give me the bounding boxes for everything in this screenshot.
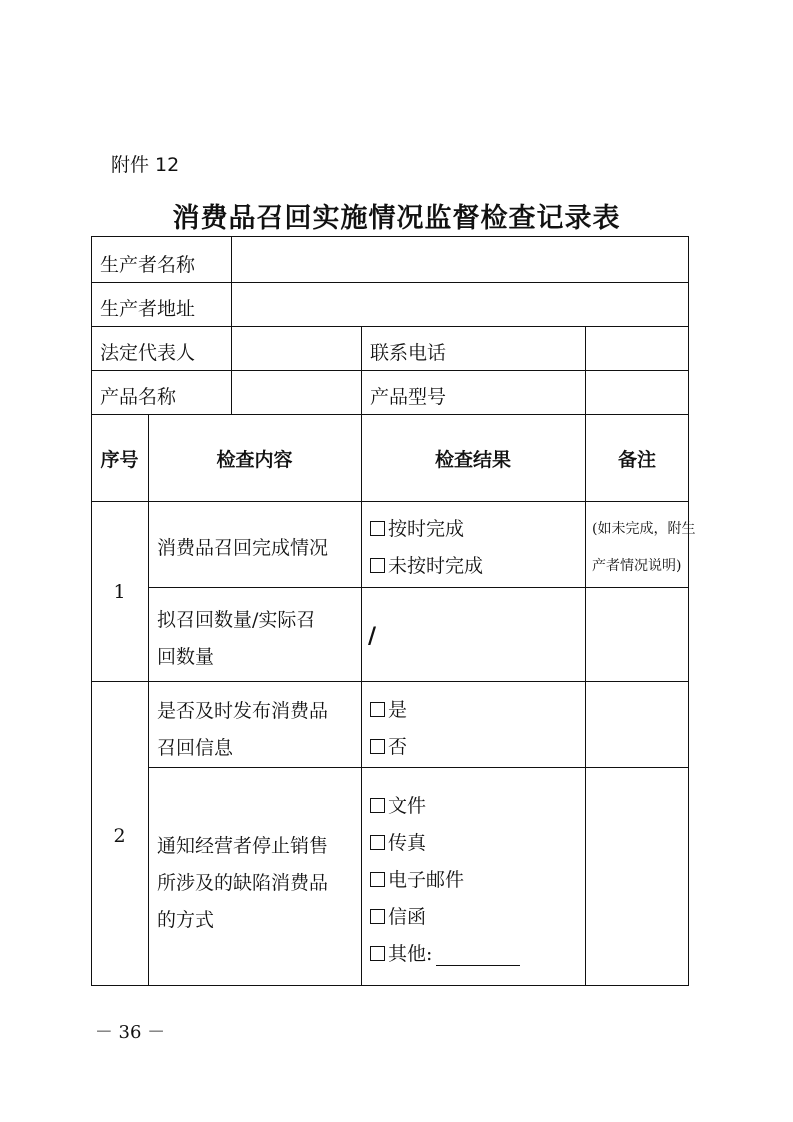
remark-note-line: (如未完成，附生	[592, 521, 696, 537]
checkbox[interactable]	[370, 946, 385, 961]
item-line: 召回信息	[157, 737, 234, 759]
option-label: 否	[388, 736, 408, 758]
checkbox[interactable]	[370, 702, 385, 717]
row-divider	[148, 587, 689, 588]
checkbox[interactable]	[370, 872, 385, 887]
checkbox[interactable]	[370, 558, 385, 573]
checkbox[interactable]	[370, 739, 385, 754]
option-email[interactable]	[370, 868, 464, 892]
row-divider	[91, 370, 689, 371]
seq-1: 1	[113, 581, 126, 603]
option-label: 电子邮件	[388, 869, 465, 891]
row-divider	[91, 414, 689, 415]
remark-note	[592, 519, 695, 576]
item-line: 通知经营者停止销售	[157, 835, 329, 857]
checkbox[interactable]	[370, 521, 385, 536]
row-divider	[91, 681, 689, 682]
phone-label: 联系电话	[370, 342, 447, 364]
header-seq: 序号	[100, 449, 139, 471]
other-fill-blank[interactable]	[436, 945, 520, 966]
attachment-label: 附件 12	[111, 154, 180, 176]
col-divider	[148, 414, 149, 986]
recall-completion-item: 消费品召回完成情况	[157, 537, 329, 559]
option-label: 未按时完成	[388, 555, 484, 577]
producer-address-label: 生产者地址	[100, 298, 196, 320]
option-other[interactable]	[370, 942, 520, 966]
item-line: 所涉及的缺陷消费品	[157, 872, 329, 894]
checkbox[interactable]	[370, 835, 385, 850]
option-label: 按时完成	[388, 518, 465, 540]
item-line: 回数量	[157, 646, 215, 668]
col-divider	[585, 326, 586, 986]
option-not-on-time[interactable]	[370, 554, 483, 578]
header-content: 检查内容	[216, 449, 293, 471]
option-fax[interactable]	[370, 831, 426, 855]
row-divider	[91, 326, 689, 327]
producer-name-label: 生产者名称	[100, 254, 196, 276]
option-label: 其他:	[388, 943, 433, 965]
option-on-time[interactable]	[370, 517, 464, 541]
item-line: 拟召回数量/实际召	[157, 609, 316, 631]
row-divider	[148, 767, 689, 768]
option-yes[interactable]	[370, 698, 407, 722]
seq-2: 2	[113, 825, 126, 847]
option-label: 是	[388, 699, 408, 721]
header-result: 检查结果	[434, 449, 511, 471]
quantity-result-field[interactable]: /	[368, 623, 377, 649]
row-divider	[91, 282, 689, 283]
remark-note-line: 产者情况说明)	[592, 558, 682, 574]
checkbox[interactable]	[370, 909, 385, 924]
header-remark: 备注	[617, 449, 656, 471]
recall-info-item	[157, 693, 328, 767]
option-label: 信函	[388, 906, 427, 928]
option-label: 文件	[388, 795, 427, 817]
option-letter[interactable]	[370, 905, 426, 929]
option-label: 传真	[388, 832, 427, 854]
notify-method-item	[157, 828, 328, 939]
product-model-label: 产品型号	[370, 386, 447, 408]
recall-quantity-item	[157, 602, 315, 676]
page-number: － 36 －	[94, 1022, 166, 1043]
item-line: 是否及时发布消费品	[157, 700, 329, 722]
col-divider	[361, 326, 362, 986]
checkbox[interactable]	[370, 798, 385, 813]
item-line: 的方式	[157, 909, 215, 931]
row-divider	[91, 501, 689, 502]
product-name-label: 产品名称	[100, 386, 177, 408]
option-no[interactable]	[370, 735, 407, 759]
col-divider	[231, 236, 232, 414]
form-title: 消费品召回实施情况监督检查记录表	[172, 203, 621, 234]
option-document[interactable]	[370, 794, 426, 818]
legal-rep-label: 法定代表人	[100, 342, 196, 364]
